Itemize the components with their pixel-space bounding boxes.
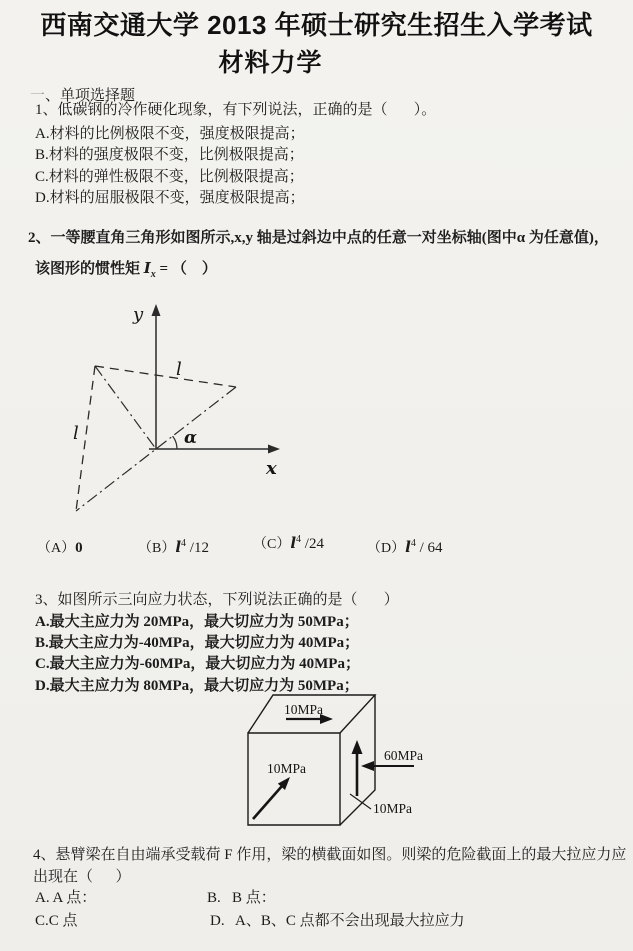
cube-front-face [248,733,340,825]
q3-stem: 3、如图所示三向应力状态，下列说法正确的是（ ） [35,592,399,608]
q2-option-c-base: l [290,534,297,552]
q4-stem-line1: 4、悬臂梁在自由端承受载荷 F 作用，梁的横截面如图。则梁的危险截面上的最大拉应力应 [33,847,627,863]
q4-option-c: C.C 点 [35,913,78,929]
q3-option-a: A.最大主应力为 20MPa，最大切应力为 50MPa； [35,614,359,630]
q2-option-c-rest: /24 [301,536,324,552]
inertia-moment-symbol: I [143,259,151,277]
top-stress-label: 10MPa [284,702,324,717]
q1-stem: 1、低碳钢的冷作硬化现象，有下列说法，正确的是（ ）。 [35,102,437,118]
q2-option-d-label: （D） [367,541,406,556]
q4-option-a: A. A 点： [35,890,97,906]
section-heading-text: 、单项选择题 [45,88,136,104]
q2-option-a-rest: 0 [75,540,83,556]
angle-arc [173,436,177,449]
bottom-stress-label: 10MPa [373,801,413,816]
x-axis-arrowhead-icon [268,445,280,454]
front-stress-label: 10MPa [267,761,307,776]
y-axis-label: y [133,304,144,325]
q2-option-c-sup: 4 [296,534,302,545]
q2-option-b-rest: /12 [186,540,209,556]
q3-option-b: B.最大主应力为-40MPa，最大切应力为 40MPa； [35,635,360,651]
median-line [95,366,156,449]
q2-option-c [253,533,324,553]
q2-option-d [367,537,443,557]
inertia-moment-subscript: x [150,269,156,280]
q4-option-b: B. B 点： [207,890,276,906]
vertical-shear-arrowhead-icon [352,740,363,754]
q2-option-b-base: l [175,538,182,556]
q1-option-a: A.材料的比例极限不变，强度极限提高； [35,126,305,142]
q2-option-a-label: （A） [37,541,76,556]
q2-option-c-label: （C） [253,537,291,552]
figure-q2-triangle [40,295,325,527]
q2-option-d-rest: / 64 [415,540,443,556]
q2-stem-line2-post: = （ ） [155,261,217,277]
q2-option-b-label: （B） [138,541,176,556]
side-stress-label: 60MPa [384,748,424,763]
side-normal-arrowhead-icon [361,761,374,771]
section-number: 一 [30,88,46,104]
leg-length-label-top: l [176,359,182,380]
q3-option-c: C.最大主应力为-60MPa，最大切应力为 40MPa； [35,656,360,672]
q3-option-d: D.最大主应力为 80MPa，最大切应力为 50MPa； [35,678,359,694]
leg-length-label-left: l [73,423,79,444]
front-normal-arrow [253,786,282,819]
page-title: 西南交通大学 2013 年硕士研究生招生入学考试 [40,10,593,40]
q1-option-d: D.材料的屈服极限不变，强度极限提高； [35,190,305,206]
q2-stem-line2-pre: 该图形的惯性矩 [35,261,144,277]
q1-option-c: C.材料的弹性极限不变，比例极限提高； [35,169,304,185]
q2-option-b-sup: 4 [181,538,187,549]
triangle-leg-top [95,366,236,387]
x-axis-label: x [266,458,277,479]
q2-option-a [37,537,83,557]
q2-stem-line2 [35,259,217,284]
triangle-leg-left [76,366,95,511]
q4-option-d: D. A、B、C 点都不会出现最大拉应力 [210,913,465,929]
q2-option-d-base: l [405,538,411,556]
page-subtitle: 材料力学 [218,49,323,77]
q1-option-b: B.材料的强度极限不变，比例极限提高； [35,147,304,163]
q2-option-b [138,537,209,557]
figure-q3-stress-cube [233,688,453,846]
angle-alpha-label: α [184,428,198,448]
q2-stem-line1: 2、一等腰直角三角形如图所示,x,y 轴是过斜边中点的任意一对坐标轴(图中α 为任意值)， [28,230,609,246]
q4-stem-line2: 出现在（ ） [33,869,131,885]
y-axis-arrowhead-icon [152,304,161,316]
q2-option-d-sup: 4 [410,538,416,549]
